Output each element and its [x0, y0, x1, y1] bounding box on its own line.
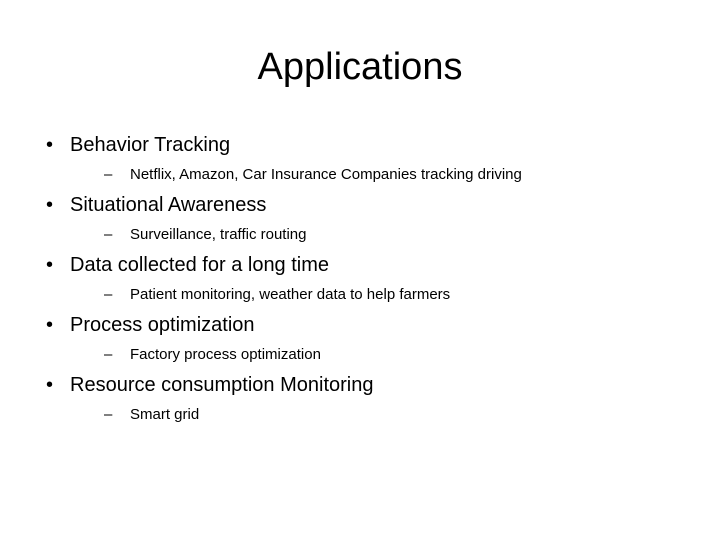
bullet-icon: •: [46, 254, 54, 276]
bullet-icon: •: [46, 314, 54, 336]
bullet-item: [46, 130, 686, 190]
sub-bullet-label: Smart grid: [130, 406, 200, 423]
sub-bullet-item: [104, 400, 686, 430]
bullet-icon: •: [46, 134, 54, 156]
dash-icon: –: [104, 226, 113, 243]
sub-bullet-item: [104, 280, 686, 310]
sub-list: [46, 160, 686, 190]
bullet-label: Data collected for a long time: [70, 254, 330, 276]
sub-bullet-label: Netflix, Amazon, Car Insurance Companies tracking driving: [130, 166, 522, 183]
bullet-item: [46, 310, 686, 370]
bullet-icon: •: [46, 374, 54, 396]
slide-title: Applications: [257, 46, 463, 88]
sub-bullet-label: Factory process optimization: [130, 346, 321, 363]
bullet-item: [46, 190, 686, 250]
sub-list: [46, 280, 686, 310]
sub-bullet-label: Surveillance, traffic routing: [130, 226, 307, 243]
bullet-list: [46, 130, 686, 430]
bullet-row: [46, 250, 686, 280]
bullet-row: [46, 130, 686, 160]
bullet-label: Situational Awareness: [70, 194, 267, 216]
sub-list: [46, 220, 686, 250]
sub-list: [46, 400, 686, 430]
dash-icon: –: [104, 166, 113, 183]
dash-icon: –: [104, 346, 113, 363]
bullet-item: [46, 370, 686, 430]
sub-bullet-item: [104, 160, 686, 190]
bullet-row: [46, 310, 686, 340]
bullet-item: [46, 250, 686, 310]
bullet-row: [46, 190, 686, 220]
dash-icon: –: [104, 286, 113, 303]
bullet-icon: •: [46, 194, 54, 216]
sub-bullet-item: [104, 340, 686, 370]
sub-bullet-item: [104, 220, 686, 250]
sub-list: [46, 340, 686, 370]
bullet-row: [46, 370, 686, 400]
dash-icon: –: [104, 406, 113, 423]
bullet-label: Process optimization: [70, 314, 255, 336]
bullet-label: Resource consumption Monitoring: [70, 374, 374, 396]
sub-bullet-label: Patient monitoring, weather data to help farmers: [130, 286, 451, 303]
bullet-label: Behavior Tracking: [70, 134, 231, 156]
